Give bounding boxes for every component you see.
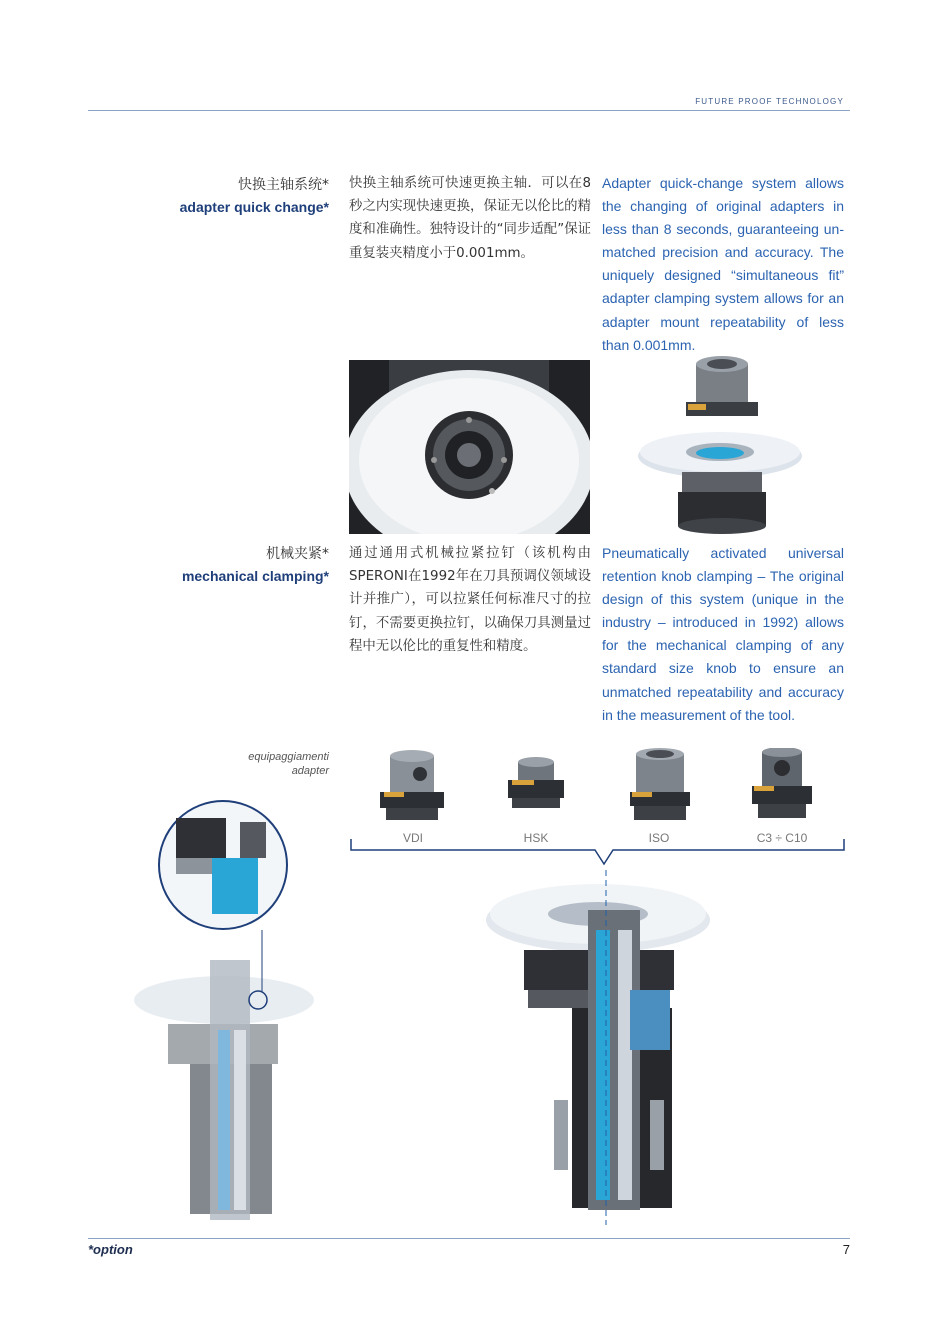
adapter-caption-it: equipaggiamenti: [248, 751, 329, 763]
adapter-thumb-hsk: [496, 750, 576, 828]
detail-magnifier: [156, 798, 290, 932]
page-number: 7: [842, 1242, 850, 1257]
section1-label-en: adapter quick change*: [179, 199, 329, 215]
section1-body-cn: 快换主轴系统可快速更换主轴．可以在8秒之内实现快速更换，保证无以伦比的精度和准确性。独特设计的“同步适配”保证重复装夹精度小于0.001mm。: [349, 176, 591, 261]
adapter-thumb-vdi: [372, 750, 452, 828]
section1-label-cn: 快换主轴系统*: [238, 177, 329, 193]
footer-rule: [88, 1238, 850, 1239]
spindle-cross-section-small: [128, 940, 328, 1230]
header-tagline: FUTURE PROOF TECHNOLOGY: [695, 97, 844, 106]
quick-change-adapter-drawing: [636, 356, 806, 536]
adapter-label-vdi: VDI: [402, 831, 423, 845]
adapter-thumb-iso: [620, 748, 700, 828]
footer-option-note: *option: [88, 1242, 133, 1257]
adapter-thumb-c3-c10: [742, 748, 822, 828]
section1-body-en: Adapter quick-change system allows the changing of original adapters in less than 8 seconds, guaranteeing un-matched precision and accuracy. The uniquely designed “simultaneous fit” adapter clamping system allows for an adapter mount repeatability of less than 0.001mm.: [602, 175, 844, 353]
section2-body-en: Pneumatically activated universal retention knob clamping – The original design of this system (unique in the industry – introduced in 1992) allows for the mechanical clamping of any standard size knob to ensure an unmatched repeatability and accuracy in the measurement of the tool.: [602, 545, 844, 723]
section2-label-cn: 机械夹紧*: [266, 546, 329, 562]
adapter-label-c3-c10: C3 ÷ C10: [756, 831, 808, 845]
adapter-label-hsk: HSK: [523, 831, 549, 845]
adapter-caption-en: adapter: [291, 765, 329, 777]
header-rule: [88, 110, 850, 111]
adapter-bracket: [350, 838, 846, 868]
section2-body-cn: 通过通用式机械拉紧拉钉（该机构由SPERONI在1992年在刀具预调仪领域设计并推广），可以拉紧任何标准尺寸的拉钉，不需要更换拉钉，以确保刀具测量过程中无以伦比的重复性和精度。: [349, 546, 591, 654]
spindle-cross-section-large: [480, 870, 740, 1225]
detail-callout-line: [232, 930, 272, 1010]
spindle-photo: [349, 360, 590, 534]
section2-label-en: mechanical clamping*: [181, 568, 329, 584]
adapter-label-iso: ISO: [648, 831, 670, 845]
